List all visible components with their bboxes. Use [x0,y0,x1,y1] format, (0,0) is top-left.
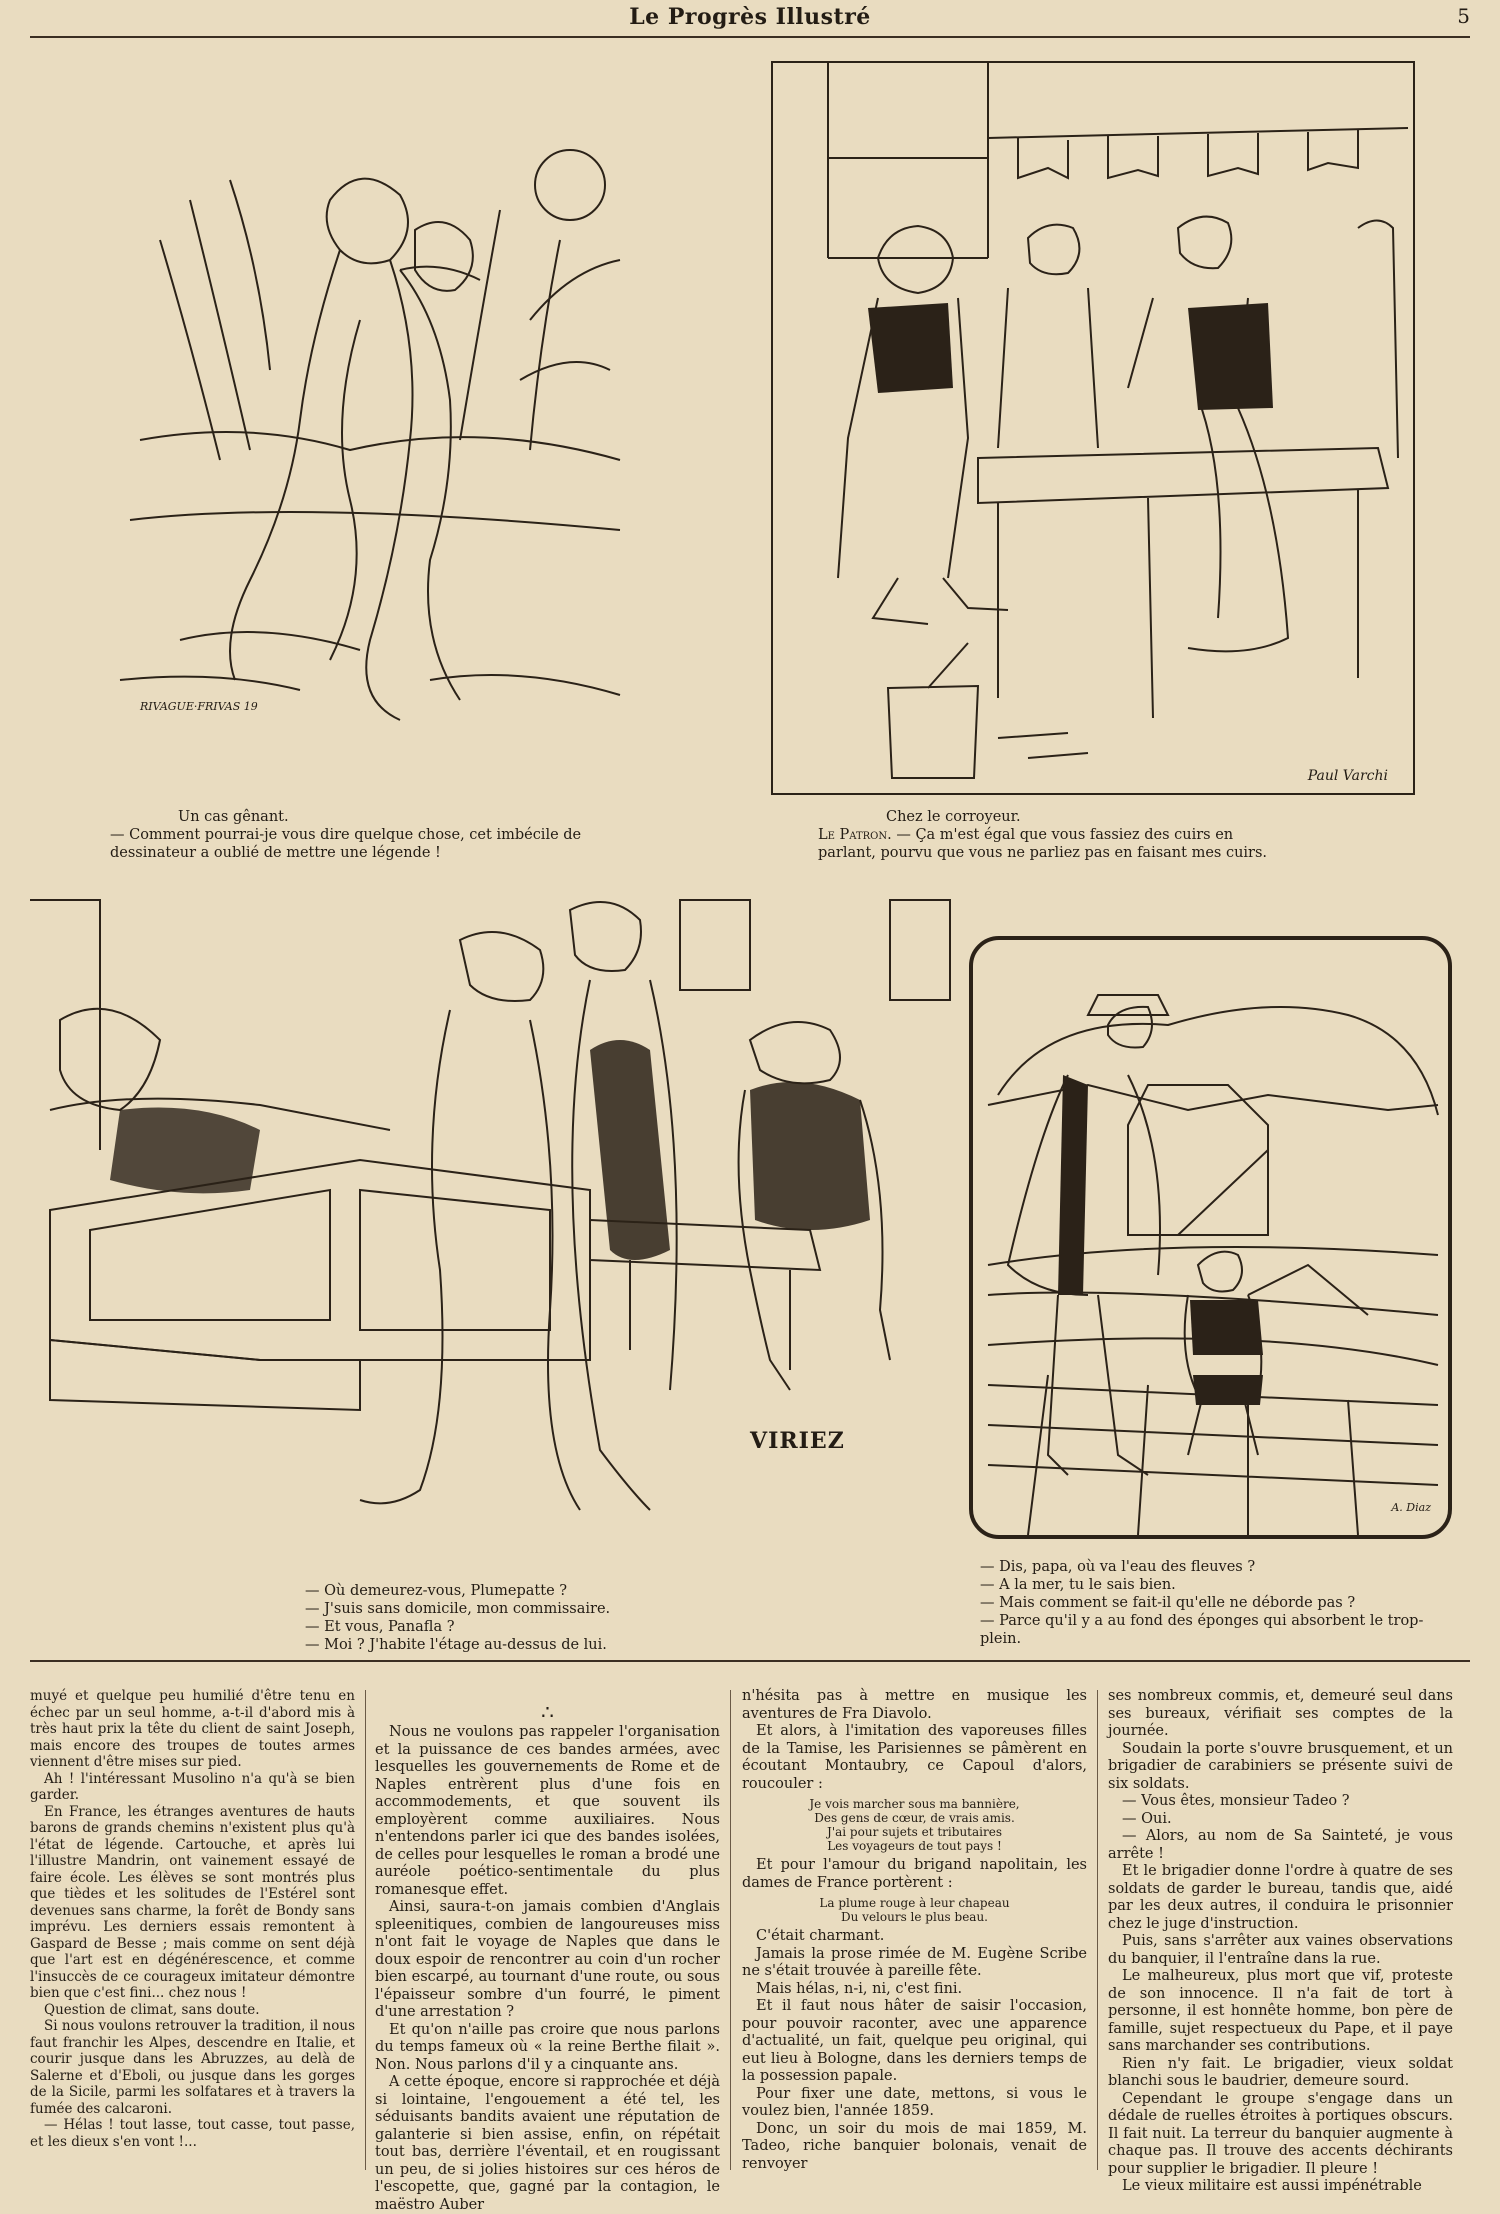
masthead [30,0,1470,34]
paragraph: Mais hélas, n-i, ni, c'est fini. [756,1980,963,1997]
verse-line: Des gens de cœur, de vrais amis. [814,1811,1015,1825]
tanners-caption: Chez le corroyeur. Le Patron. — Ça m'est égal que vous fassiez des cuirs en parlant, pourvu que vous ne parliez pas en faisant mes cuirs. [818,808,1438,862]
tanners-speaker: Le Patron. [818,827,892,843]
paragraph: A cette époque, encore si rapprochée et déjà si lointaine, l'engouement a été tel, les séduisants bandits avaient une réputation de galanterie si bien assise, enfin, on répétait tout bas, derrière l'éventail, et en rougissant un peu, de si jolies histoires sur ces héros de l'escopette, que, gagné par la contagion, le maëstro Auber [375,2074,720,2213]
paragraph: Si nous voulons retrouver la tradition, il nous faut franchir les Alpes, descendre en Italie, et courir jusque dans les Abruzzes, au delà de Salerne et d'Eboli, ou jusque dans les gorges de la Sicile, parmi les solfatares et à travers la fumée des calcaroni. [30,2018,355,2117]
article-column-4 [1108,1688,1453,2196]
verse-line: Du velours le plus beau. [841,1910,988,1924]
paragraph: Le vieux militaire est aussi impénétrable [1122,2178,1422,2194]
papa-caption-line: — A la mer, tu le sais bien. [980,1577,1176,1593]
paragraph: Soudain la porte s'ouvre brusquement, et un brigadier de carabiniers se présente suivi de six soldats. [1108,1740,1453,1792]
paragraph: En France, les étranges aventures de hauts barons de grands chemins n'existent plus qu'à l'état de légende. Cartouche, et après lui l'illustre Mandrin, ont vainement essayé de faire école. Les élèves se sont montrés plus que tièdes et les solitudes de l'Estérel sont devenues sans charme, la forêt de Bondy sans imprévu. Les derniers essais remontent à Gaspard de Besse ; mais comme on sent déjà que l'art est en dégénérescence, et comme l'insuccès de ce courageux imitateur démontre bien que c'est fini... chez nous ! [30,1803,355,2001]
paragraph: n'hésita pas à mettre en musique les aventures de Fra Diavolo. [742,1688,1087,1722]
paragraph: Le malheureux, plus mort que vif, proteste de son innocence. Il n'a fait de tort à personne, il est honnête homme, bon père de famille, sujet respectueux du Pape, et il paye sans marchander ses contributions. [1108,1968,1453,2054]
paragraph: Donc, un soir du mois de mai 1859, M. Tadeo, riche banquier bolonais, venait de renvoyer [742,2120,1087,2172]
commissaire-caption-line: — Moi ? J'habite l'étage au-dessus de lui. [305,1637,607,1653]
papa-caption [980,1558,1460,1648]
papa-illustration [968,935,1453,1540]
page-number: 5 [1457,4,1470,28]
papa-caption-line: — Parce qu'il y a au fond des éponges qui absorbent le trop- [980,1613,1424,1629]
commissaire-caption [305,1582,865,1654]
paragraph: Question de climat, sans doute. [44,2001,260,2018]
commissaire-caption-line: — Où demeurez-vous, Plumepatte ? [305,1583,568,1599]
article-column-1 [30,1688,355,2150]
tanners-caption-title: Chez le corroyeur. [886,809,1021,825]
column-rule [730,1690,731,2170]
frogs-caption-line: dessinateur a oublié de mettre une légende ! [110,845,441,861]
frogs-illustration [100,120,660,770]
commissaire-signature: VIRIEZ [750,1428,845,1454]
paragraph: Pour fixer une date, mettons, si vous le voulez bien, l'année 1859. [742,2085,1087,2119]
frogs-signature: RIVAGUE·FRIVAS 19 [140,700,258,713]
article-column-3 [742,1688,1087,2173]
papa-signature: A. Diaz [1391,1501,1431,1514]
frogs-caption-line: — Comment pourrai-je vous dire quelque chose, cet imbécile de [110,827,582,843]
paragraph: Et le brigadier donne l'ordre à quatre de ses soldats de garder le bureau, tandis que, aidé par les deux autres, il conduira le prisonnier chez le juge d'instruction. [1108,1863,1453,1932]
papa-caption-line: plein. [980,1631,1022,1647]
frogs-caption-title: Un cas gênant. [178,809,289,825]
paragraph: Ah ! l'intéressant Musolino n'a qu'à se bien garder. [30,1770,355,1803]
commissaire-caption-line: — Et vous, Panafla ? [305,1619,455,1635]
newspaper-title: Le Progrès Illustré [629,4,871,30]
paragraph: ses nombreux commis, et, demeuré seul dans ses bureaux, vérifiait ses comptes de la journée. [1108,1688,1453,1739]
verse-line: La plume rouge à leur chapeau [819,1896,1010,1910]
tanners-caption-line: parlant, pourvu que vous ne parliez pas en faisant mes cuirs. [818,845,1268,861]
column-rule [365,1690,366,2170]
paragraph: — Oui. [1122,1810,1172,1827]
verse-block [742,1896,1087,1924]
paragraph: Nous ne voulons pas rappeler l'organisation et la puissance de ces bandes armées, avec lesquelles les gouvernements de Rome et de Naples entrèrent plus d'une fois en accommodements, et que souvent ils employèrent comme auxiliaires. Nous n'entendons parler ici que des bandes isolées, de celles pour lesquelles le roman a brodé une auréole poético-sentimentale du plus romanesque effet. [375,1724,720,1898]
paragraph: Et il faut nous hâter de saisir l'occasion, pour pouvoir raconter, avec une apparence d'actualité, un fait, quelque peu original, qui eut lieu à Bologne, dans les derniers temps de la possession papale. [742,1998,1087,2084]
frogs-caption [110,808,670,862]
paragraph: Et qu'on n'aille pas croire que nous parlons du temps fameux où « la reine Berthe filait ». Non. Nous parlons d'il y a cinquante ans. [375,2021,720,2073]
paragraph: — Hélas ! tout lasse, tout casse, tout passe, et les dieux s'en vont !... [30,2117,355,2150]
article-top-rule [30,1660,1470,1662]
paragraph: Puis, sans s'arrêter aux vaines observations du banquier, il l'entraîne dans la rue. [1108,1933,1453,1967]
column-rule [1097,1690,1098,2170]
commissaire-caption-line: — J'suis sans domicile, mon commissaire. [305,1601,611,1617]
paragraph: Rien n'y fait. Le brigadier, vieux soldat blanchi sous le baudrier, demeure sourd. [1108,2055,1453,2089]
commissaire-illustration [30,890,960,1570]
verse-block [742,1797,1087,1853]
paragraph: Cependant le groupe s'engage dans un dédale de ruelles étroites à portiques obscurs. Il fait nuit. La terreur du banquier augmente à chaque pas. Il trouve des accents déchirants pour supplier le brigadier. Il pleure ! [1108,2090,1453,2177]
paragraph: muyé et quelque peu humilié d'être tenu en échec par un seul homme, a-t-il d'abord mis à très haut prix la tête du client de saint Joseph, mais encore des troupes de toutes armes viennent d'être mises sur pied. [30,1688,355,1770]
tanners-caption-line: Ça m'est égal que vous fassiez des cuirs en [915,827,1234,843]
tanners-signature: Paul Varchi [1307,768,1388,784]
paragraph: C'était charmant. [756,1928,885,1944]
paragraph: — Alors, au nom de Sa Sainteté, je vous arrête ! [1108,1828,1453,1862]
section-mark: ∴ [541,1700,554,1724]
article-column-2 [375,1700,720,2214]
verse-line: Les voyageurs de tout pays ! [827,1839,1002,1853]
tanners-illustration [768,58,1418,798]
paragraph: Et alors, à l'imitation des vaporeuses filles de la Tamise, les Parisiennes se pâmèrent en écoutant Montaubry, ce Capoul d'alors, roucouler : [742,1723,1087,1792]
paragraph: Jamais la prose rimée de M. Eugène Scribe ne s'était trouvée à pareille fête. [742,1945,1087,1979]
paragraph: Et pour l'amour du brigand napolitain, les dames de France portèrent : [742,1857,1087,1891]
verse-line: J'ai pour sujets et tributaires [827,1825,1002,1839]
papa-caption-line: — Dis, papa, où va l'eau des fleuves ? [980,1559,1256,1575]
papa-caption-line: — Mais comment se fait-il qu'elle ne déborde pas ? [980,1595,1356,1611]
masthead-rule [30,36,1470,38]
paragraph: — Vous êtes, monsieur Tadeo ? [1122,1793,1350,1809]
paragraph: Ainsi, saura-t-on jamais combien d'Anglais spleenitiques, combien de langoureuses miss n'ont fait le voyage de Naples que dans le doux espoir de rencontrer au coin d'un rocher bien escarpé, au tournant d'une route, ou sous l'épaisseur sombre d'un fourré, le piment d'une arrestation ? [375,1899,720,2020]
verse-line: Je vois marcher sous ma bannière, [809,1797,1020,1811]
